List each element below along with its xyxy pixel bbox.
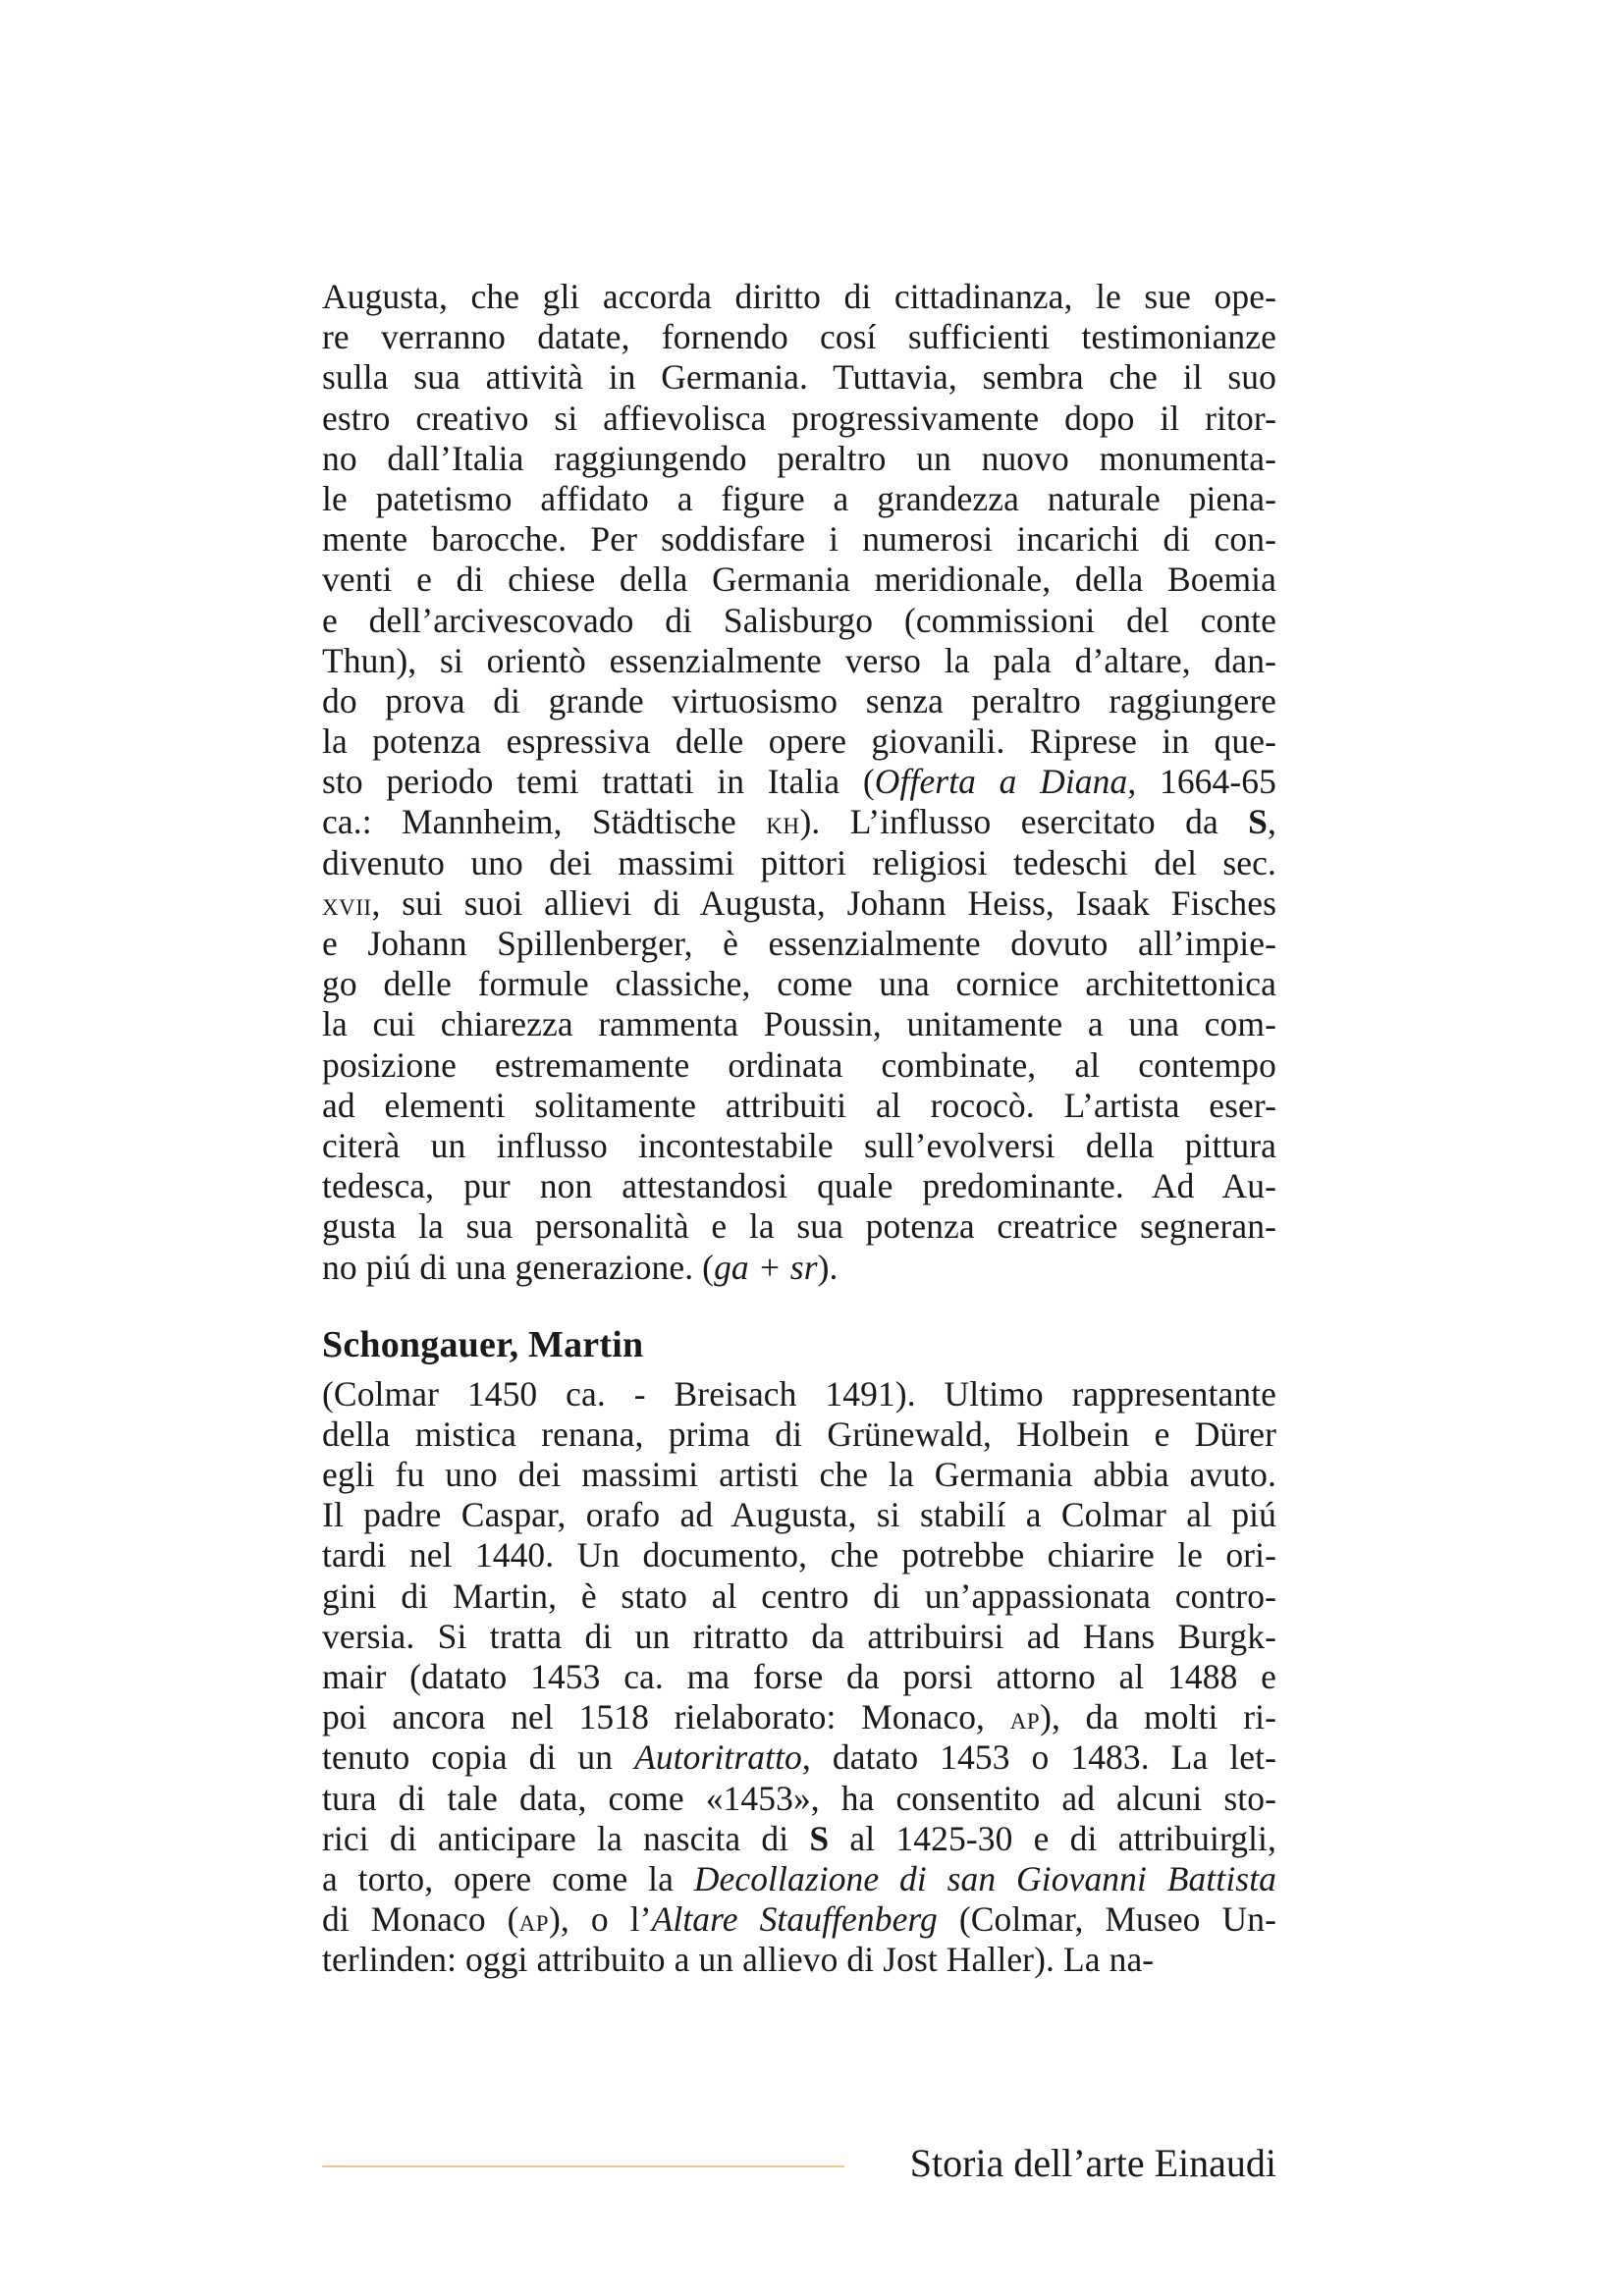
footer-rule (322, 2165, 844, 2167)
text-run: do prova di grande virtuosismo senza peraltro raggiungere (322, 680, 1276, 721)
text-line (322, 1495, 1276, 1535)
text-run: , 1664-65 (1127, 762, 1276, 802)
text-run: , (1268, 802, 1276, 842)
text-run: kh (766, 806, 800, 842)
text-run: ), o l’ (549, 1899, 652, 1940)
text-line (322, 1819, 1276, 1859)
text-line (322, 802, 1276, 842)
entry-heading: Schongauer, Martin (322, 1323, 644, 1365)
text-run: ap (518, 1903, 550, 1940)
text-run: tedesca, pur non attestandosi quale predominante. Ad Au- (322, 1166, 1276, 1206)
text-line (322, 1004, 1276, 1044)
paragraph-schonfeld-conclusion (322, 277, 1276, 1288)
text-run: ap (1009, 1701, 1041, 1737)
text-run: re verranno datate, fornendo cosí sufficienti testimonianze (322, 317, 1276, 357)
text-run: le patetismo affidato a figure a grandezza naturale piena- (322, 478, 1276, 518)
text-run: gini di Martin, è stato al centro di un’appassionata contro- (322, 1575, 1276, 1616)
text-run: citerà un influsso incontestabile sull’evolversi della pittura (322, 1125, 1276, 1165)
text-line (322, 317, 1276, 357)
text-line (322, 1086, 1276, 1126)
text-run: terlinden: oggi attribuito a un allievo di Jost Haller). La na- (322, 1940, 1155, 1980)
text-line (322, 560, 1276, 600)
text-line (322, 681, 1276, 721)
text-run: sulla sua attività in Germania. Tuttavia, sembra che il suo (322, 357, 1276, 398)
text-line (322, 399, 1276, 439)
text-run: venti e di chiese della Germania meridionale, della Boemia (322, 560, 1276, 600)
text-run: rici di anticipare la nascita di (322, 1818, 810, 1858)
text-line (322, 924, 1276, 964)
text-line (322, 357, 1276, 398)
text-line (322, 601, 1276, 641)
text-run: (Colmar 1450 ca. - Breisach 1491). Ultimo rappresentante (322, 1373, 1276, 1414)
text-run: Thun), si orientò essenzialmente verso la pala d’altare, dan- (322, 640, 1276, 680)
text-run: poi ancora nel 1518 rielaborato: Monaco, (322, 1697, 1010, 1737)
text-run: estro creativo si affievolisca progressivamente dopo il ritor- (322, 398, 1276, 438)
text-run: ), da molti ri- (1040, 1697, 1276, 1737)
text-run: a torto, opere come la (322, 1858, 694, 1898)
text-run: divenuto uno dei massimi pittori religiosi tedeschi del sec. (322, 842, 1276, 882)
text-run: ga + sr (714, 1247, 818, 1287)
text-line (322, 721, 1276, 762)
text-line (322, 1415, 1276, 1455)
text-run: (Colmar, Museo Un- (937, 1899, 1276, 1940)
text-line (322, 1779, 1276, 1819)
text-run: mair (datato 1453 ca. ma forse da porsi attorno al 1488 e (322, 1657, 1276, 1696)
text-line (322, 1859, 1276, 1899)
text-run: xvii (322, 886, 372, 923)
text-run: della mistica renana, prima di Grünewald, Holbein e Dürer (322, 1414, 1276, 1454)
footer-title: Storia dell’arte Einaudi (909, 2141, 1276, 2185)
text-run: , datato 1453 o 1483. La let- (801, 1737, 1276, 1778)
text-run: Decollazione di san Giovanni Battista (693, 1858, 1277, 1898)
text-run: go delle formule classiche, come una cornice architettonica (322, 964, 1276, 1004)
text-run: ). (817, 1247, 839, 1287)
text-line (322, 843, 1276, 883)
text-run: e Johann Spillenberger, è essenzialmente dovuto all’impie- (322, 924, 1276, 963)
text-run: versia. Si tratta di un ritratto da attribuirsi ad Hans Burgk- (322, 1616, 1276, 1656)
text-line (322, 1166, 1276, 1206)
text-run: posizione estremamente ordinata combinate, al contempo (322, 1044, 1276, 1085)
text-run: e dell’arcivescovado di Salisburgo (commissioni del conte (322, 600, 1276, 640)
text-line (322, 1657, 1276, 1697)
text-run: S (1248, 802, 1269, 842)
text-run: la cui chiarezza rammenta Poussin, unitamente a una com- (322, 1004, 1276, 1044)
text-run: gusta la sua personalità e la sua potenza creatrice segneran- (322, 1206, 1276, 1247)
text-line (322, 1206, 1276, 1247)
text-run: tenuto copia di un (322, 1737, 635, 1778)
text-run: al 1425-30 e di attribuirgli, (829, 1818, 1276, 1858)
text-run: sto periodo temi trattati in Italia ( (322, 762, 875, 802)
text-line (322, 1455, 1276, 1495)
text-run: mente barocche. Per soddisfare i numerosi incarichi di con- (322, 519, 1276, 560)
text-line (322, 1617, 1276, 1657)
text-line (322, 1940, 1276, 1980)
text-run: , sui suoi allievi di Augusta, Johann Heiss, Isaak Fisches (371, 882, 1276, 923)
text-run: Altare Stauffenberg (651, 1899, 938, 1940)
text-line (322, 1248, 1276, 1288)
text-line (322, 1697, 1276, 1737)
text-line (322, 1045, 1276, 1086)
text-line (322, 277, 1276, 317)
text-line (322, 964, 1276, 1004)
paragraph-schongauer-biography (322, 1374, 1276, 1981)
text-line (322, 1899, 1276, 1940)
text-line (322, 479, 1276, 519)
text-line (322, 762, 1276, 802)
text-run: Il padre Caspar, orafo ad Augusta, si stabilí a Colmar al piú (322, 1495, 1276, 1535)
text-line (322, 1126, 1276, 1166)
text-line (322, 1576, 1276, 1617)
text-line (322, 641, 1276, 681)
text-line (322, 519, 1276, 560)
text-line (322, 439, 1276, 479)
text-run: Autoritratto (634, 1737, 802, 1778)
text-run: tura di tale data, come «1453», ha consentito ad alcuni sto- (322, 1778, 1276, 1818)
text-run: S (809, 1818, 830, 1858)
main-text (322, 277, 1276, 1981)
text-run: ca.: Mannheim, Städtische (322, 802, 767, 842)
text-run: egli fu uno dei massimi artisti che la Germania abbia avuto. (322, 1455, 1276, 1495)
text-run: Offerta a Diana (874, 762, 1128, 802)
text-line (322, 1737, 1276, 1778)
text-run: di Monaco ( (322, 1899, 519, 1940)
text-run: la potenza espressiva delle opere giovanili. Riprese in que- (322, 721, 1276, 762)
text-run: Augusta, che gli accorda diritto di cittadinanza, le sue ope- (322, 277, 1276, 316)
text-run: no piú di una generazione. ( (322, 1247, 715, 1287)
text-run: tardi nel 1440. Un documento, che potrebbe chiarire le ori- (322, 1535, 1276, 1575)
text-line (322, 1535, 1276, 1575)
text-run: no dall’Italia raggiungendo peraltro un nuovo monumenta- (322, 438, 1276, 478)
text-line (322, 883, 1276, 924)
text-run: ad elementi solitamente attribuiti al rococò. L’artista eser- (322, 1085, 1276, 1125)
text-run: ). L’influsso esercitato da (799, 802, 1249, 842)
text-line (322, 1374, 1276, 1415)
